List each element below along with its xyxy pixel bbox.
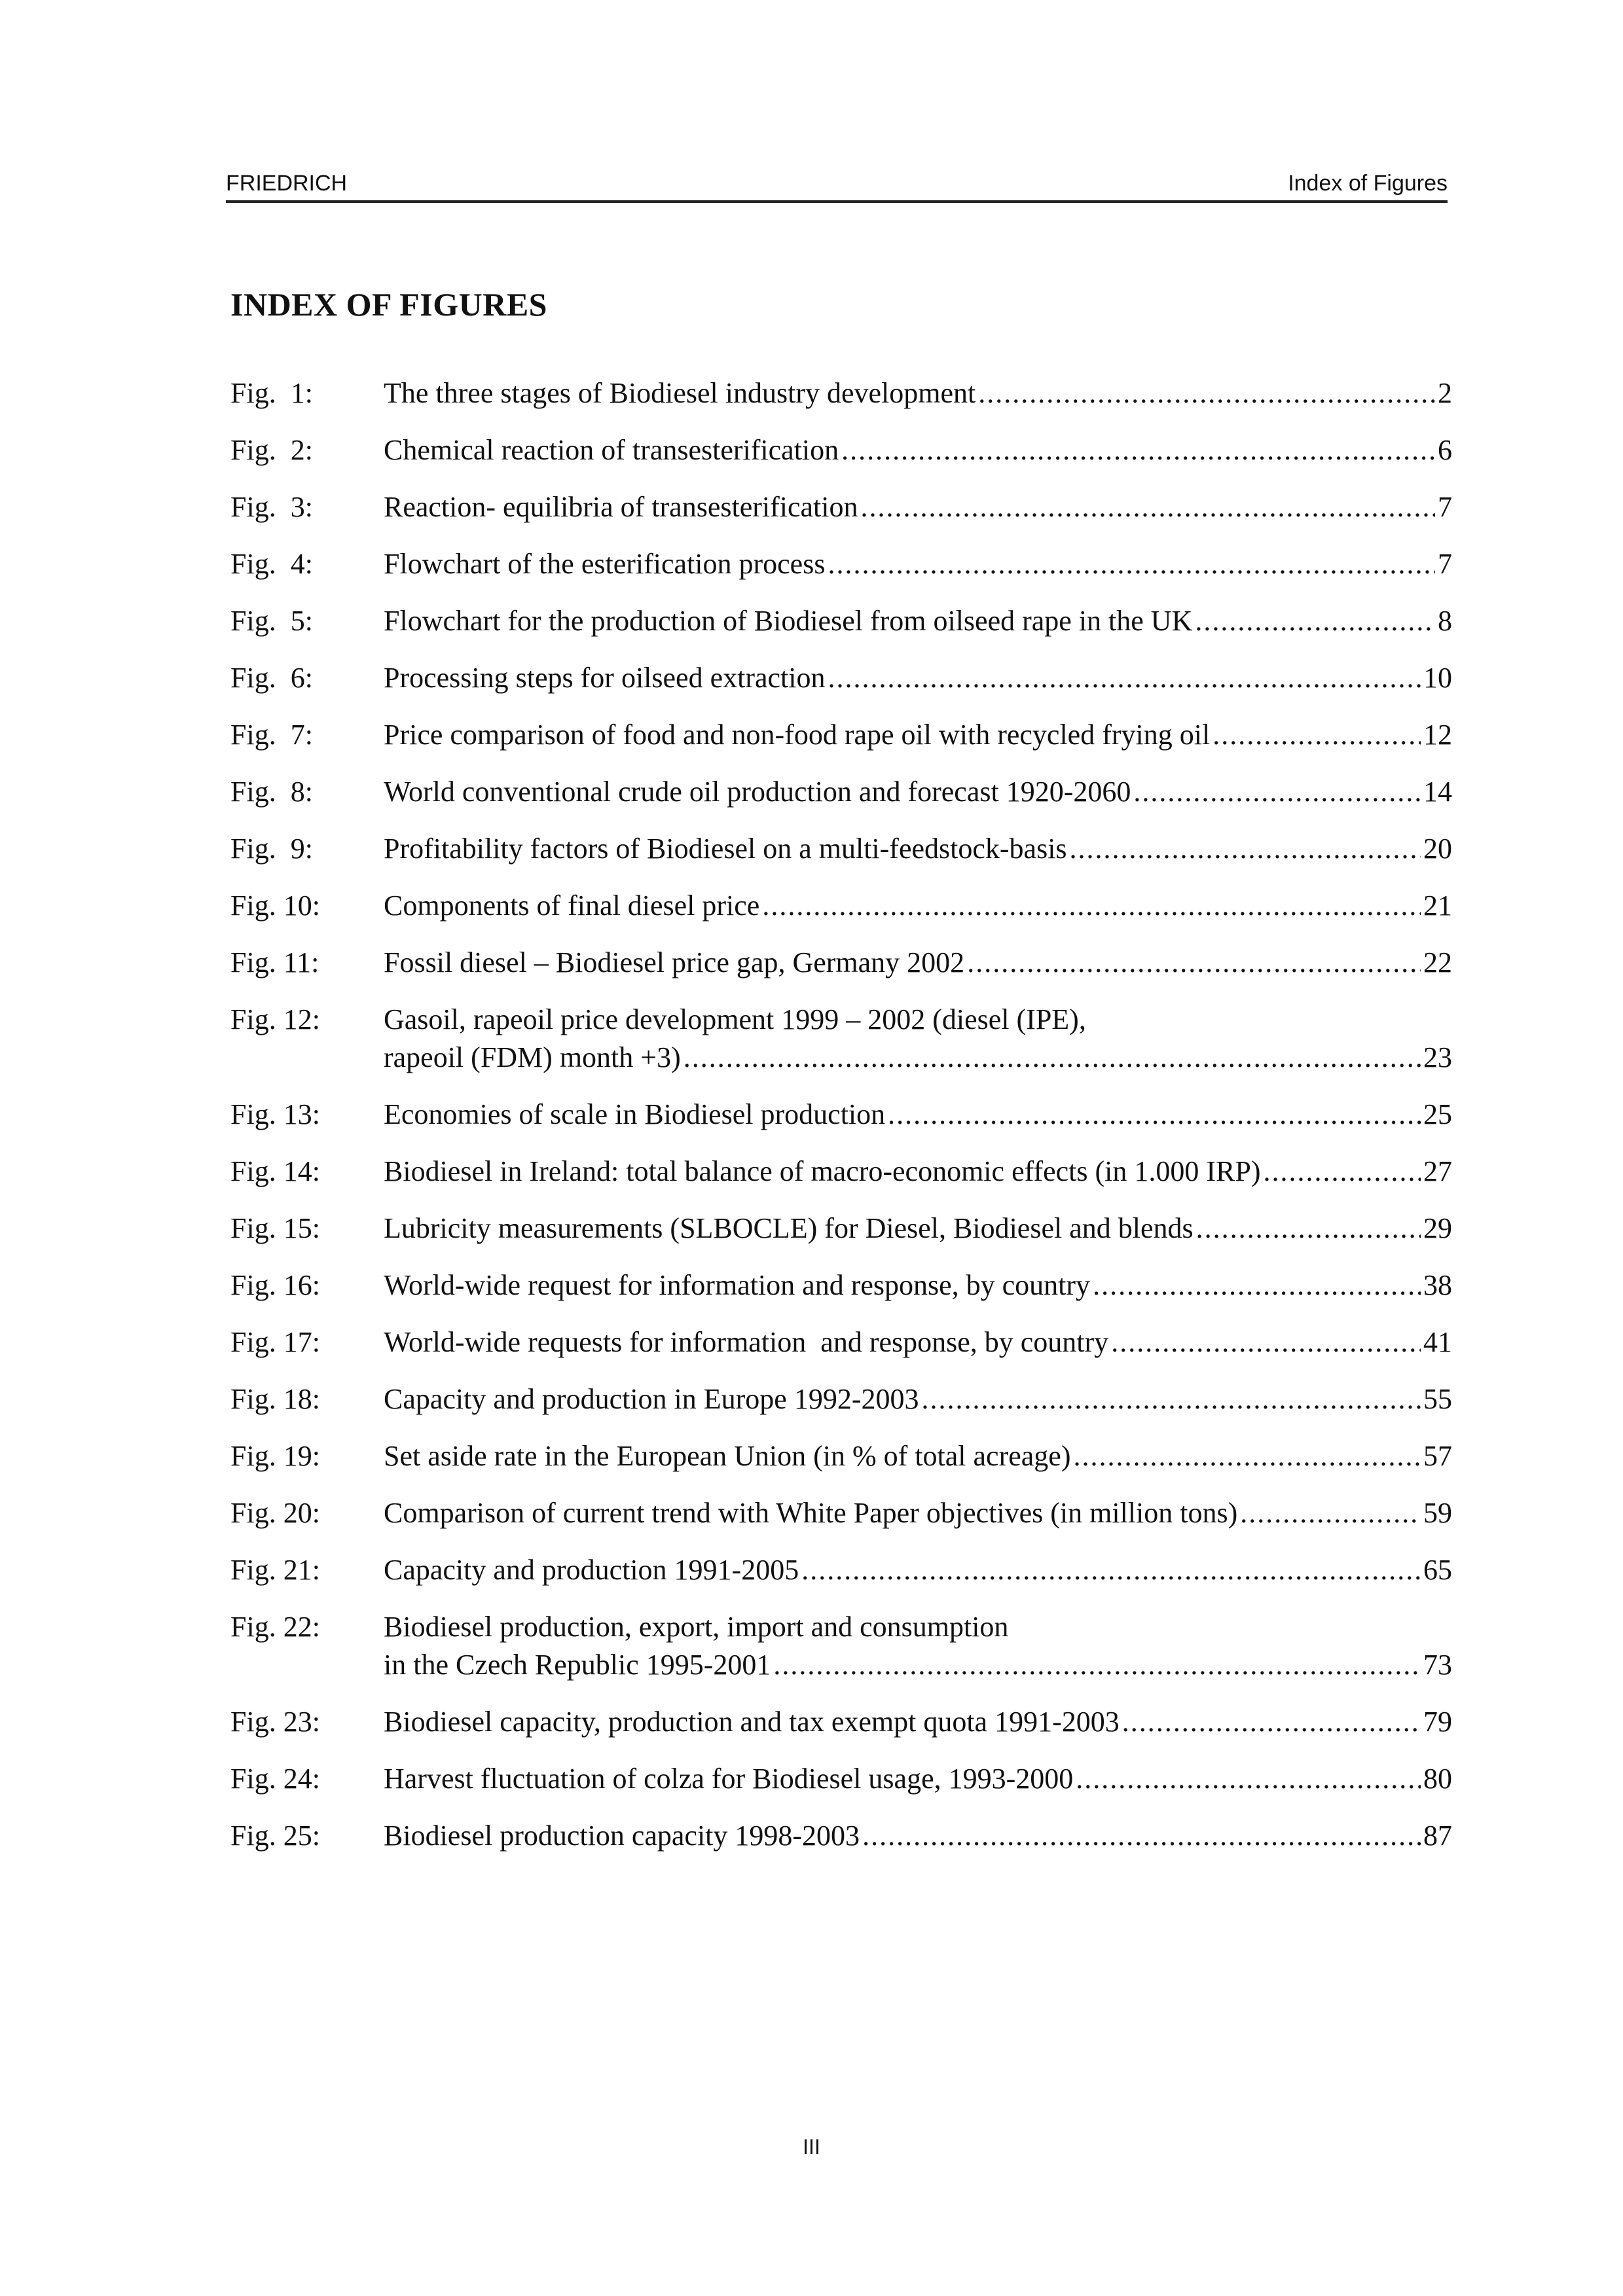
figure-title-line (384, 1323, 1452, 1361)
figure-title-line (384, 1210, 1452, 1247)
figure-page-number: 14 (1423, 776, 1452, 808)
figure-title-line (384, 1646, 1452, 1684)
figure-entry-body (384, 1608, 1452, 1684)
figure-title: Flowchart of the esterification process (384, 548, 826, 580)
figure-title-line (384, 887, 1452, 925)
figure-page-number: 21 (1423, 889, 1452, 922)
figure-page-number: 22 (1423, 946, 1452, 978)
figure-title: rapeoil (FDM) month +3) (384, 1041, 681, 1073)
figure-entry-body (384, 1096, 1452, 1134)
figure-title-line (384, 545, 1452, 583)
figure-label: Fig. 15: (230, 1212, 320, 1244)
figure-title-line (384, 659, 1452, 697)
figure-page-number: 6 (1438, 434, 1452, 466)
figure-page-number: 25 (1423, 1098, 1452, 1130)
dot-leader (888, 1096, 1421, 1134)
dot-leader (1076, 1760, 1421, 1798)
figure-page-number: 57 (1423, 1440, 1452, 1472)
figure-entry-body (384, 1551, 1452, 1589)
figure-title-line (384, 1380, 1452, 1418)
dot-leader (1196, 1210, 1421, 1247)
figure-page-number: 73 (1423, 1649, 1452, 1681)
figure-entry[interactable] (230, 1266, 1452, 1304)
figure-page-number: 41 (1423, 1326, 1452, 1358)
figure-title: Fossil diesel – Biodiesel price gap, Germany 2002 (384, 946, 965, 978)
figure-entry-body (384, 1494, 1452, 1532)
figure-page-number: 65 (1423, 1554, 1452, 1586)
figure-title: Comparison of current trend with White Paper objectives (in million tons) (384, 1497, 1238, 1529)
dot-leader (828, 659, 1421, 697)
figure-entry-body (384, 545, 1452, 583)
figure-entry[interactable] (230, 602, 1452, 640)
figure-title: World conventional crude oil production and forecast 1920-2060 (384, 776, 1131, 808)
figure-label: Fig. 21: (230, 1554, 320, 1586)
header-author: FRIEDRICH (226, 171, 348, 196)
figure-title-line (384, 431, 1452, 469)
figure-title-line (384, 944, 1452, 982)
figure-label: Fig. 16: (230, 1269, 320, 1301)
figure-entry[interactable] (230, 1323, 1452, 1361)
figure-label: Fig. 19: (230, 1440, 320, 1472)
figure-page-number: 55 (1423, 1383, 1452, 1415)
figure-title-first-line: Gasoil, rapeoil price development 1999 – 2002 (diesel (IPE), (384, 1003, 1086, 1035)
figure-entry-body (384, 1703, 1452, 1741)
figure-title: Biodiesel production capacity 1998-2003 (384, 1820, 860, 1852)
dot-leader (978, 374, 1435, 412)
figure-label: Fig. 14: (230, 1155, 320, 1187)
dot-leader (762, 887, 1421, 925)
figure-page-number: 8 (1438, 605, 1452, 637)
figure-title: Reaction- equilibria of transesterification (384, 491, 858, 523)
figure-label: Fig. 24: (230, 1763, 320, 1795)
figure-title-line (384, 1096, 1452, 1134)
dot-leader (862, 1817, 1421, 1855)
dot-leader (684, 1039, 1421, 1077)
figure-label: Fig. 25: (230, 1820, 320, 1852)
figure-title-line (384, 602, 1452, 640)
figure-entry-body (384, 1266, 1452, 1304)
figure-title-line (384, 1153, 1452, 1191)
figure-entry-body (384, 1210, 1452, 1247)
figure-entry[interactable] (230, 1153, 1452, 1191)
figure-entry-body (384, 1323, 1452, 1361)
figure-title: Biodiesel capacity, production and tax exempt quota 1991-2003 (384, 1706, 1120, 1738)
figure-title: World-wide request for information and response, by country (384, 1269, 1091, 1301)
figure-page-number: 23 (1423, 1041, 1452, 1073)
dot-leader (1122, 1703, 1421, 1741)
figure-title: Processing steps for oilseed extraction (384, 662, 826, 694)
dot-leader (1070, 830, 1421, 868)
dot-leader (1111, 1323, 1421, 1361)
figure-entry-body (384, 944, 1452, 982)
figure-entry-body (384, 1380, 1452, 1418)
figure-label: Fig. 6: (230, 662, 313, 694)
figure-title: Capacity and production 1991-2005 (384, 1554, 799, 1586)
figure-entry[interactable] (230, 1817, 1452, 1855)
figure-entry-body (384, 659, 1452, 697)
figure-entry-body (384, 1760, 1452, 1798)
figure-entry-body (384, 1437, 1452, 1475)
dot-leader (1093, 1266, 1421, 1304)
figure-label: Fig. 20: (230, 1497, 320, 1529)
figure-entry[interactable] (230, 488, 1452, 526)
figure-page-number: 59 (1423, 1497, 1452, 1529)
figure-label: Fig. 13: (230, 1098, 320, 1130)
figure-title: Lubricity measurements (SLBOCLE) for Diesel, Biodiesel and blends (384, 1212, 1194, 1244)
figure-title: Set aside rate in the European Union (in % of total acreage) (384, 1440, 1071, 1472)
dot-leader (1073, 1437, 1421, 1475)
figure-entry[interactable] (230, 431, 1452, 469)
figure-label: Fig. 7: (230, 719, 313, 751)
figure-label: Fig. 23: (230, 1706, 320, 1738)
figure-label: Fig. 18: (230, 1383, 320, 1415)
figure-entry[interactable] (230, 1494, 1452, 1532)
figure-title-first-line: Biodiesel production, export, import and consumption (384, 1611, 1009, 1643)
dot-leader (1133, 773, 1421, 811)
figure-entry[interactable] (230, 1551, 1452, 1589)
figure-page-number: 87 (1423, 1820, 1452, 1852)
figure-entry-body (384, 773, 1452, 811)
figure-entry-body (384, 716, 1452, 754)
figure-title-line (384, 1494, 1452, 1532)
figure-page-number: 29 (1423, 1212, 1452, 1244)
figure-entry-body (384, 431, 1452, 469)
figure-title-line (384, 716, 1452, 754)
figure-title: Profitability factors of Biodiesel on a multi-feedstock-basis (384, 833, 1067, 865)
figure-page-number: 2 (1438, 377, 1452, 409)
figure-page-number: 7 (1438, 548, 1452, 580)
dot-leader (861, 488, 1436, 526)
dot-leader (1264, 1153, 1421, 1191)
figure-page-number: 79 (1423, 1706, 1452, 1738)
figure-entry-body (384, 488, 1452, 526)
figure-page-number: 10 (1423, 662, 1452, 694)
figure-label: Fig. 3: (230, 491, 313, 523)
figure-entry[interactable] (230, 716, 1452, 754)
figure-entry[interactable] (230, 830, 1452, 868)
figure-title: Harvest fluctuation of colza for Biodiesel usage, 1993-2000 (384, 1763, 1074, 1795)
figure-entry-body (384, 1001, 1452, 1077)
figure-entry[interactable] (230, 374, 1452, 412)
figure-label: Fig. 17: (230, 1326, 320, 1358)
dot-leader (1195, 602, 1435, 640)
figure-entry[interactable] (230, 1437, 1452, 1475)
figure-title-line (384, 488, 1452, 526)
figure-label: Fig. 4: (230, 548, 313, 580)
figure-label: Fig. 12: (230, 1003, 320, 1035)
figure-label: Fig. 2: (230, 434, 313, 466)
figure-page-number: 27 (1423, 1155, 1452, 1187)
header-section: Index of Figures (1288, 171, 1448, 196)
figure-title: Components of final diesel price (384, 889, 760, 922)
figure-entry[interactable] (230, 1703, 1452, 1741)
figure-title-line (384, 773, 1452, 811)
figure-label: Fig. 10: (230, 889, 320, 922)
figure-title-line (384, 830, 1452, 868)
figure-entry[interactable] (230, 1760, 1452, 1798)
figure-entry[interactable] (230, 1001, 1452, 1077)
figure-entry-body (384, 1817, 1452, 1855)
figure-entry-body (384, 374, 1452, 412)
figure-entry[interactable] (230, 1210, 1452, 1247)
running-header (226, 169, 1448, 203)
figure-title-line (384, 1266, 1452, 1304)
figure-entry-body (384, 887, 1452, 925)
figure-label: Fig. 1: (230, 377, 313, 409)
figure-entry[interactable] (230, 1608, 1452, 1684)
figure-entry-body (384, 830, 1452, 868)
figure-title: World-wide requests for information and response, by country (384, 1326, 1109, 1358)
figure-entry-body (384, 602, 1452, 640)
figure-page-number: 38 (1423, 1269, 1452, 1301)
figure-title: Chemical reaction of transesterification (384, 434, 839, 466)
figure-index-list (230, 374, 1452, 1874)
figure-title-line (384, 374, 1452, 412)
figure-entry-body (384, 1153, 1452, 1191)
dot-leader (828, 545, 1435, 583)
figure-page-number: 80 (1423, 1763, 1452, 1795)
figure-title-line (384, 1039, 1452, 1077)
dot-leader (1213, 716, 1421, 754)
figure-title: Biodiesel in Ireland: total balance of macro-economic effects (in 1.000 IRP) (384, 1155, 1261, 1187)
figure-page-number: 12 (1423, 719, 1452, 751)
dot-leader (841, 431, 1435, 469)
figure-entry[interactable] (230, 773, 1452, 811)
dot-leader (921, 1380, 1421, 1418)
figure-entry[interactable] (230, 887, 1452, 925)
figure-title: Price comparison of food and non-food rape oil with recycled frying oil (384, 719, 1211, 751)
figure-title-line (384, 1437, 1452, 1475)
figure-page-number: 20 (1423, 833, 1452, 865)
figure-page-number: 7 (1438, 491, 1452, 523)
page-number: III (803, 2135, 820, 2159)
figure-title-line (384, 1817, 1452, 1855)
figure-label: Fig. 5: (230, 605, 313, 637)
figure-label: Fig. 22: (230, 1611, 320, 1643)
figure-entry[interactable] (230, 944, 1452, 982)
page-title: INDEX OF FIGURES (230, 286, 547, 323)
dot-leader (967, 944, 1421, 982)
figure-title: The three stages of Biodiesel industry development (384, 377, 976, 409)
figure-entry[interactable] (230, 1096, 1452, 1134)
figure-entry[interactable] (230, 545, 1452, 583)
figure-title-line (384, 1760, 1452, 1798)
figure-title: in the Czech Republic 1995-2001 (384, 1649, 771, 1681)
figure-title: Flowchart for the production of Biodiesel from oilseed rape in the UK (384, 605, 1193, 637)
figure-entry[interactable] (230, 659, 1452, 697)
figure-title: Economies of scale in Biodiesel production (384, 1098, 886, 1130)
figure-label: Fig. 9: (230, 833, 313, 865)
figure-label: Fig. 11: (230, 946, 319, 978)
figure-title-line (384, 1551, 1452, 1589)
dot-leader (1240, 1494, 1421, 1532)
figure-label: Fig. 8: (230, 776, 313, 808)
dot-leader (773, 1646, 1421, 1684)
figure-title: Capacity and production in Europe 1992-2003 (384, 1383, 919, 1415)
figure-title-line (384, 1703, 1452, 1741)
figure-entry[interactable] (230, 1380, 1452, 1418)
dot-leader (801, 1551, 1421, 1589)
